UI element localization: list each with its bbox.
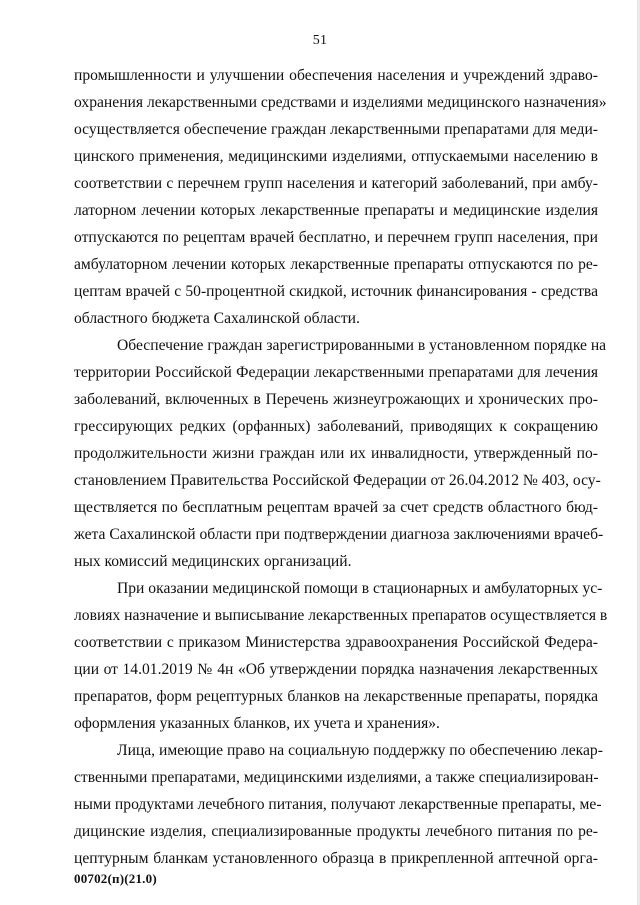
- paragraph-first-line: Лица, имеющие право на социальную поддержку по обеспечению лекар-: [117, 742, 603, 759]
- page-number: 51: [312, 33, 328, 48]
- text-line: ществляется по бесплатным рецептам врачей за счет средств областного бюд-: [74, 499, 598, 516]
- text-line: отпускаются по рецептам врачей бесплатно, и перечнем групп населения, при: [74, 229, 598, 246]
- footer-form-code: 00702(п)(21.0): [74, 871, 157, 886]
- text-line: заболеваний, включенных в Перечень жизнеугрожающих и хронических про-: [74, 391, 598, 408]
- text-line: препаратов, форм рецептурных бланков на лекарственные препараты, порядка: [74, 688, 598, 705]
- text-line: оформления указанных бланков, их учета и хранения».: [74, 715, 440, 732]
- text-line: соответствии с перечнем групп населения и категорий заболеваний, при амбу-: [74, 175, 598, 192]
- text-line: дицинские изделия, специализированные продукты лечебного питания по ре-: [74, 823, 598, 840]
- text-line: охранения лекарственными средствами и изделиями медицинского назначения»: [74, 94, 607, 111]
- text-line: ных комиссий медицинских организаций.: [74, 553, 352, 570]
- text-line: становлением Правительства Российской Федерации от 26.04.2012 № 403, осу-: [74, 472, 601, 489]
- text-line: ции от 14.01.2019 № 4н «Об утверждении порядка назначения лекарственных: [74, 661, 598, 678]
- text-line: осуществляется обеспечение граждан лекарственными препаратами для меди-: [74, 121, 598, 138]
- text-line: грессирующих редких (орфанных) заболеваний, приводящих к сокращению: [74, 418, 598, 435]
- text-line: соответствии с приказом Министерства здравоохранения Российской Федера-: [74, 634, 598, 651]
- text-line: латорном лечении которых лекарственные препараты и медицинские изделия: [74, 202, 598, 219]
- paragraph-first-line: При оказании медицинской помощи в стационарных и амбулаторных ус-: [117, 580, 603, 597]
- text-line: территории Российской Федерации лекарственными препаратами для лечения: [74, 364, 598, 381]
- text-line: цинского применения, медицинскими изделиями, отпускаемыми населению в: [74, 148, 598, 165]
- text-line: продолжительности жизни граждан или их инвалидности, утвержденный по-: [74, 445, 598, 462]
- text-line: областного бюджета Сахалинской области.: [74, 310, 360, 327]
- text-line: цептурным бланкам установленного образца в прикрепленной аптечной орга-: [74, 850, 598, 867]
- paragraph-first-line: Обеспечение граждан зарегистрированными в установленном порядке на: [117, 337, 607, 354]
- text-line: амбулаторном лечении которых лекарственные препараты отпускаются по ре-: [74, 256, 598, 273]
- text-line: промышленности и улучшении обеспечения населения и учреждений здраво-: [74, 67, 598, 84]
- text-line: жета Сахалинской области при подтверждении диагноза заключениями врачеб-: [74, 526, 604, 543]
- text-line: ловиях назначение и выписывание лекарственных препаратов осуществляется в: [74, 607, 608, 624]
- text-line: ственными препаратами, медицинскими изделиями, а также специализирован-: [74, 769, 599, 786]
- text-line: ными продуктами лечебного питания, получают лекарственные препараты, ме-: [74, 796, 602, 813]
- text-line: цептам врачей с 50-процентной скидкой, источник финансирования - средства: [74, 283, 598, 300]
